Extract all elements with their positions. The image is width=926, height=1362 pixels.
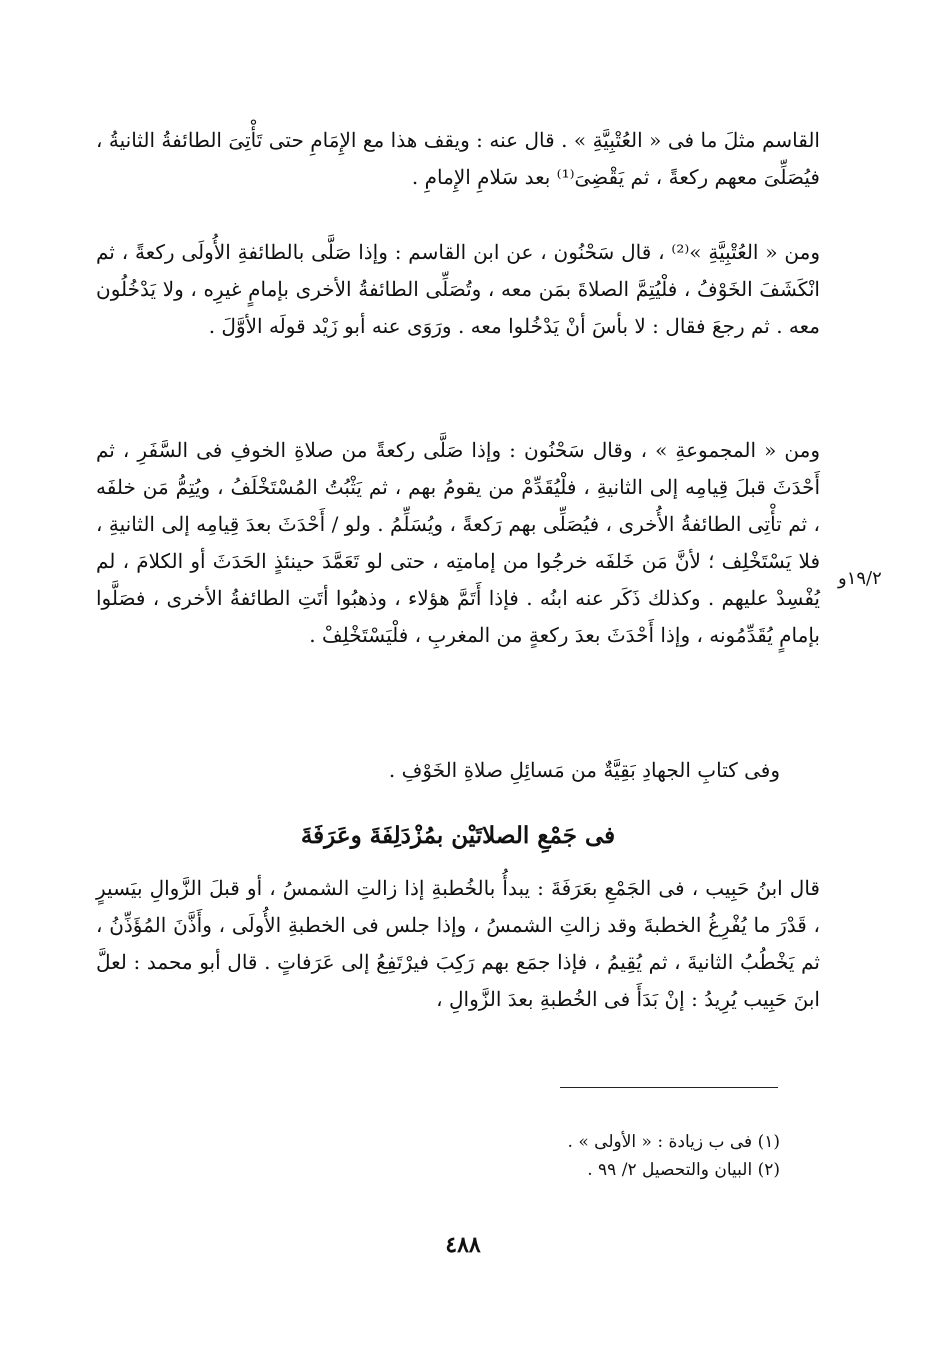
footnote-2: (٢) البيان والتحصيل ٢/ ٩٩ .: [587, 1160, 780, 1180]
paragraph-2: ومن « العُتْبِيَّةِ »⁽²⁾ ، قال سَحْنُون ، عن ابن القاسم : وإذا صَلَّى بالطائفةِ الأُولَى ركعةً ، ثم انْكَشَفَ الخَوْفُ ، فلْيُتِمَّ الصلاةَ بمَن معه ، وتُصَلِّى الطائفةُ الأخرى بإمامٍ غيرِه ، ولا يَدْخُلُون معه . ثم رجعَ فقال : لا بأسَ أنْ يَدْخُلوا معه . ورَوَى عنه أبو زَيْد قولَه الأوَّلَ .: [96, 240, 820, 338]
paragraph-4: وفى كتابِ الجهادِ بَقِيَّةٌ من مَسائِلِ صلاةِ الخَوْفِ .: [388, 758, 780, 782]
margin-folio-note: ١٩/٢و: [838, 568, 882, 589]
paragraph-3: ومن « المجموعةِ » ، وقال سَحْنُون : وإذا صَلَّى ركعةً من صلاةِ الخوفِ فى السَّفَرِ ، ثم أَحْدَثَ قبلَ قِيامِه إلى الثانيةِ ، فلْيُقَدِّمْ من يقومُ بهم ، ثم يَثْبُتُ المُسْتَخْلَفُ ، ويُتِمُّ مَن خلفَه ، ثم تأْتِى الطائفةُ الأُخرى ، فيُصَلِّى بهم رَكعةً ، ويُسَلِّمُ . ولو / أَحْدَثَ بعدَ قِيامِه إلى الثانيةِ ، فلا يَسْتَخْلِف ؛ لأنَّ مَن خَلفَه خرجُوا من إمامتِه ، حتى لو تَعَمَّدَ حينئذٍ الحَدَثَ أو الكلامَ ، لم يُفْسِدْ عليهم . وكذلك ذَكَر عنه ابنُه . فإذا أَتَمَّ هؤلاء ، وذهبُوا أتَتِ الطائفةُ الأخرى ، فصَلَّوا بإمامٍ يُقَدِّمُونه ، وإذا أَحْدَثَ بعدَ ركعةٍ من المغربِ ، فلْيَسْتَخْلِفْ .: [96, 438, 820, 647]
paragraph-5: قال ابنُ حَبِيب ، فى الجَمْعِ بعَرَفَةَ : يبدأُ بالخُطبةِ إذا زالتِ الشمسُ ، أو قبلَ الزَّوالِ بيَسيرٍ ، قَدْرَ ما يُفْرِغُ الخطبةَ وقد زالتِ الشمسُ ، وإذا جلس فى الخطبةِ الأُولَى ، وأَذَّنَ المُؤَذِّنُ ، ثم يَخْطُبُ الثانيةَ ، ثم يُقِيمُ ، فإذا جمَع بهم رَكِبَ فيرْتَفِعُ إلى عَرَفاتٍ . قال أبو محمد : لعلَّ ابنَ حَبِيب يُرِيدُ : إنْ بَدَأَ فى الخُطبةِ بعدَ الزَّوالِ ،: [96, 876, 820, 1011]
footnote-divider: [560, 1087, 778, 1088]
footnotes: [430, 1128, 780, 1184]
footnote-1: (١) فى ب زيادة : « الأولى » .: [567, 1132, 780, 1152]
paragraph-1: القاسم مثلَ ما فى « العُتْبِيَّةِ » . قال عنه : ويقف هذا مع الإِمَامِ حتى تَأْتِىَ الطائفةُ الثانيةُ ، فيُصَلِّىَ معهم ركعةً ، ثم يَقْضِىَ⁽¹⁾ بعد سَلامِ الإِمامِ .: [96, 128, 820, 189]
section-heading: فى جَمْعِ الصلاتَيْن بمُزْدَلِفَةَ وعَرَفَةَ: [300, 822, 616, 849]
page-number: ٤٨٨: [445, 1232, 481, 1258]
